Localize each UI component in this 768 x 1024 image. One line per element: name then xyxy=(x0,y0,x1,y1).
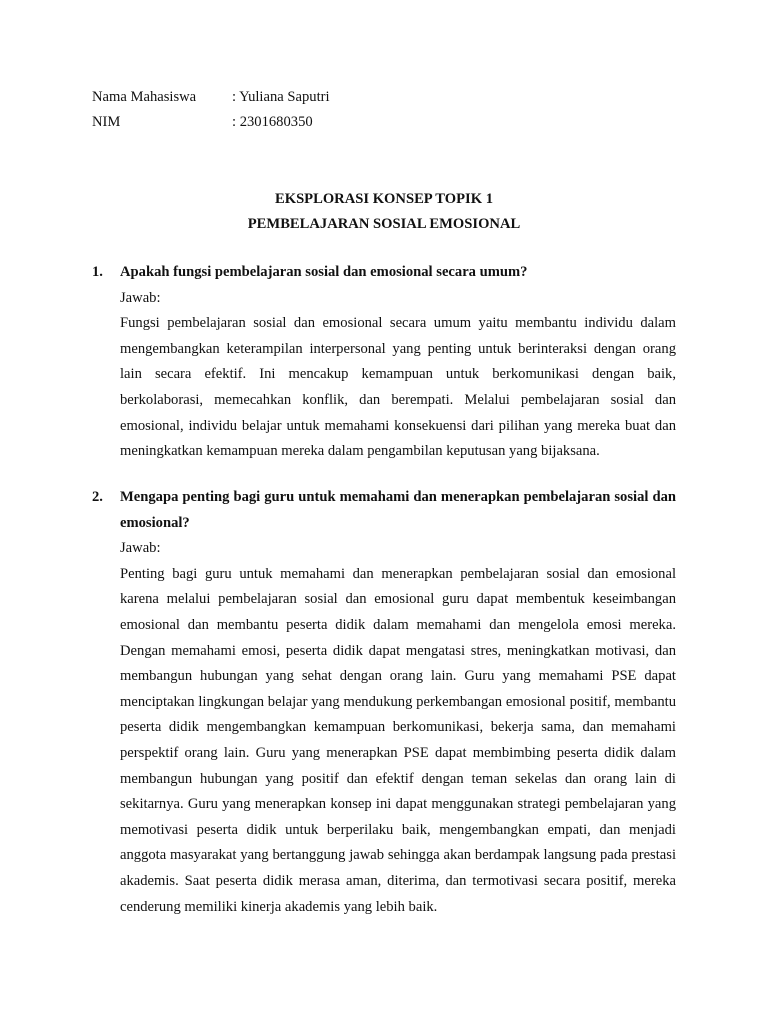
question-block-2 xyxy=(92,485,676,920)
answer-label: Jawab: xyxy=(120,540,161,557)
answer-label: Jawab: xyxy=(120,289,161,306)
answer-text: Fungsi pembelajaran sosial dan emosional secara umum yaitu membantu individu dalam mengembangkan keterampilan interpersonal yang penting untuk berinteraksi dengan orang lain secara efektif. Ini mencakup kemampuan untuk berkomunikasi dengan baik, berkolaborasi, memecahkan konflik, dan berempati. Melalui pembelajaran sosial dan emosional, individu belajar untuk memahami konsekuensi dari pilihan yang mereka buat dan meningkatkan kemampuan mereka dalam pengambilan keputusan yang bijaksana. xyxy=(120,315,676,460)
student-name-label: Nama Mahasiswa xyxy=(92,89,197,105)
answer-text: Penting bagi guru untuk memahami dan menerapkan pembelajaran sosial dan emosional karena melalui pembelajaran sosial dan emosional guru dapat membentuk keseimbangan emosional dan membantu peserta didik dalam memahami dan mengelola emosi mereka. Dengan memahami emosi, peserta didik dapat mengatasi stres, meningkatkan motivasi, dan membangun hubungan yang sehat dengan orang lain. Guru yang memahami PSE dapat menciptakan lingkungan belajar yang mendukung perkembangan emosional positif, membantu peserta didik mengembangkan kemampuan berkomunikasi, bekerja sama, dan memahami perspektif orang lain. Guru yang menerapkan PSE dapat membimbing peserta didik dalam membangun hubungan yang positif dan efektif dengan teman sekelas dan orang lain di sekitarnya. Guru yang menerapkan konsep ini dapat menggunakan strategi pembelajaran yang memotivasi peserta didik untuk berperilaku baik, mengembangkan empati, dan menjadi anggota masyarakat yang bertanggung jawab sehingga akan berdampak langsung pada prestasi akademis. Saat peserta didik merasa aman, diterima, dan termotivasi secara positif, mereka cenderung memiliki kinerja akademis yang lebih baik. xyxy=(120,565,676,915)
question-number: 1. xyxy=(92,264,103,280)
student-nim-label: NIM xyxy=(92,114,121,130)
question-body xyxy=(120,485,676,920)
document-subtitle: PEMBELAJARAN SOSIAL EMOSIONAL xyxy=(247,216,521,232)
student-name-row xyxy=(92,87,330,107)
student-name-value: : Yuliana Saputri xyxy=(232,89,330,105)
student-nim-row xyxy=(92,112,313,132)
question-text: Apakah fungsi pembelajaran sosial dan emosional secara umum? xyxy=(120,264,528,280)
question-text: Mengapa penting bagi guru untuk memahami dan menerapkan pembelajaran sosial dan emosional? xyxy=(120,489,676,531)
document-title: EKSPLORASI KONSEP TOPIK 1 xyxy=(274,191,494,207)
student-nim-value: : 2301680350 xyxy=(232,114,313,130)
question-block-1 xyxy=(92,260,676,465)
question-number: 2. xyxy=(92,489,103,505)
question-body xyxy=(120,260,676,465)
